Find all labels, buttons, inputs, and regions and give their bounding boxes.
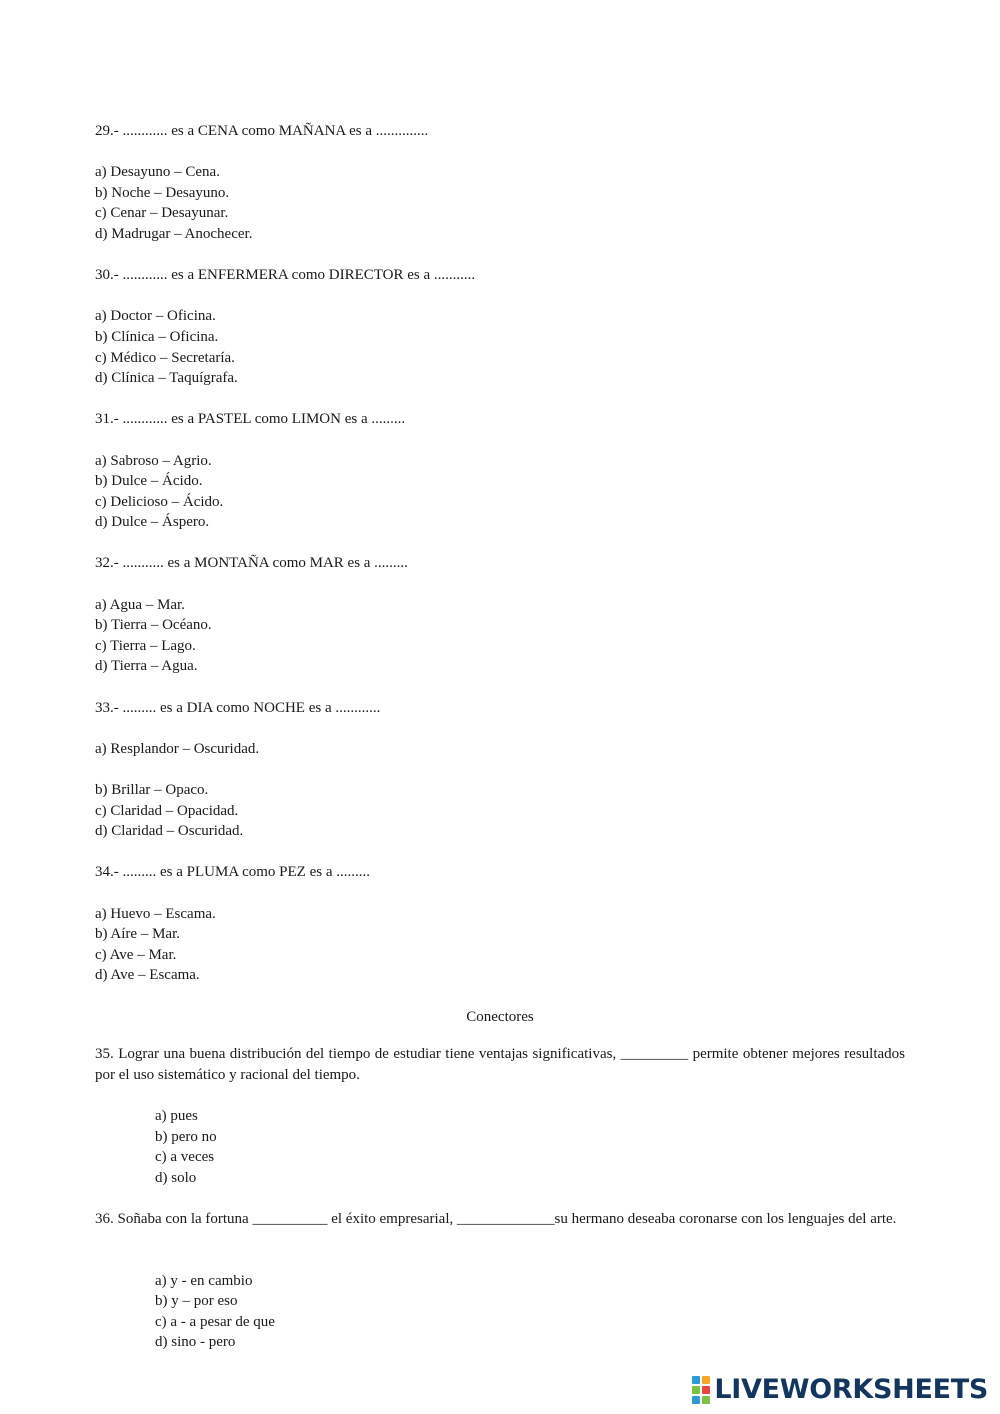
option-d: d) Dulce – Áspero. xyxy=(95,514,210,531)
question-35 xyxy=(95,1044,905,1188)
option-a: a) Resplandor – Oscuridad. xyxy=(95,740,260,757)
option-d: d) Tierra – Agua. xyxy=(95,658,198,675)
logo-text: LIVEWORKSHEETS xyxy=(714,1373,988,1405)
option-c: c) Ave – Mar. xyxy=(95,946,177,963)
option-c: c) Tierra – Lago. xyxy=(95,637,196,654)
question-31 xyxy=(95,409,905,533)
question-title: 31.- ............ es a PASTEL como LIMON es a ......... xyxy=(95,411,406,428)
option-c: c) Médico – Secretaría. xyxy=(95,349,235,366)
question-32 xyxy=(95,553,905,677)
option-a: a) Huevo – Escama. xyxy=(95,905,216,922)
option-c: c) a veces xyxy=(155,1149,215,1166)
option-b: b) Noche – Desayuno. xyxy=(95,184,230,201)
option-d: d) Claridad – Oscuridad. xyxy=(95,823,244,840)
option-d: d) Madrugar – Anochecer. xyxy=(95,225,253,242)
question-title: 30.- ............ es a ENFERMERA como DIRECTOR es a ........... xyxy=(95,267,476,284)
question-33 xyxy=(95,698,905,842)
option-b: b) Dulce – Ácido. xyxy=(95,473,203,490)
option-c: c) Claridad – Opacidad. xyxy=(95,802,239,819)
question-title: 34.- ......... es a PLUMA como PEZ es a ......... xyxy=(95,864,370,881)
option-a: a) Sabroso – Agrio. xyxy=(95,452,212,469)
option-a: a) Agua – Mar. xyxy=(95,596,185,613)
option-b: b) y – por eso xyxy=(155,1293,238,1310)
option-a: a) pues xyxy=(155,1107,198,1124)
option-b: b) Clínica – Oficina. xyxy=(95,328,219,345)
option-b: b) Brillar – Opaco. xyxy=(95,782,209,798)
question-30 xyxy=(95,265,905,389)
question-title: 32.- ........... es a MONTAÑA como MAR es a ......... xyxy=(95,555,408,572)
option-c: c) Cenar – Desayunar. xyxy=(95,205,229,222)
option-a: a) y - en cambio xyxy=(155,1272,253,1289)
question-36 xyxy=(95,1209,905,1353)
option-a: a) Doctor – Oficina. xyxy=(95,308,216,325)
question-text: 35. Lograr una buena distribución del tiempo de estudiar tiene ventajas significativas, _________ permite obtener mejores resultados por el uso sistemático y racional del tiempo. xyxy=(95,1046,905,1083)
option-b: b) pero no xyxy=(155,1128,217,1145)
liveworksheets-logo-icon xyxy=(692,1376,710,1404)
option-d: d) sino - pero xyxy=(155,1334,236,1351)
question-34 xyxy=(95,862,905,986)
option-b: b) Aíre – Mar. xyxy=(95,926,180,943)
option-c: c) Delicioso – Ácido. xyxy=(95,493,224,510)
worksheet-page xyxy=(95,121,905,1353)
section-title: Conectores xyxy=(466,1008,534,1025)
option-d: d) Ave – Escama. xyxy=(95,967,200,984)
question-title: 33.- ......... es a DIA como NOCHE es a ............ xyxy=(95,699,381,716)
liveworksheets-logo xyxy=(692,1373,988,1405)
option-d: d) solo xyxy=(155,1169,197,1186)
option-d: d) Clínica – Taquígrafa. xyxy=(95,370,238,387)
option-a: a) Desayuno – Cena. xyxy=(95,164,220,181)
question-title: 29.- ............ es a CENA como MAÑANA es a .............. xyxy=(95,123,429,139)
option-b: b) Tierra – Océano. xyxy=(95,617,212,634)
question-29 xyxy=(95,121,905,245)
option-c: c) a - a pesar de que xyxy=(155,1313,275,1330)
question-text: 36. Soñaba con la fortuna __________ el éxito empresarial, _____________su hermano deseaba coronarse con los lenguajes del arte. xyxy=(95,1210,897,1227)
